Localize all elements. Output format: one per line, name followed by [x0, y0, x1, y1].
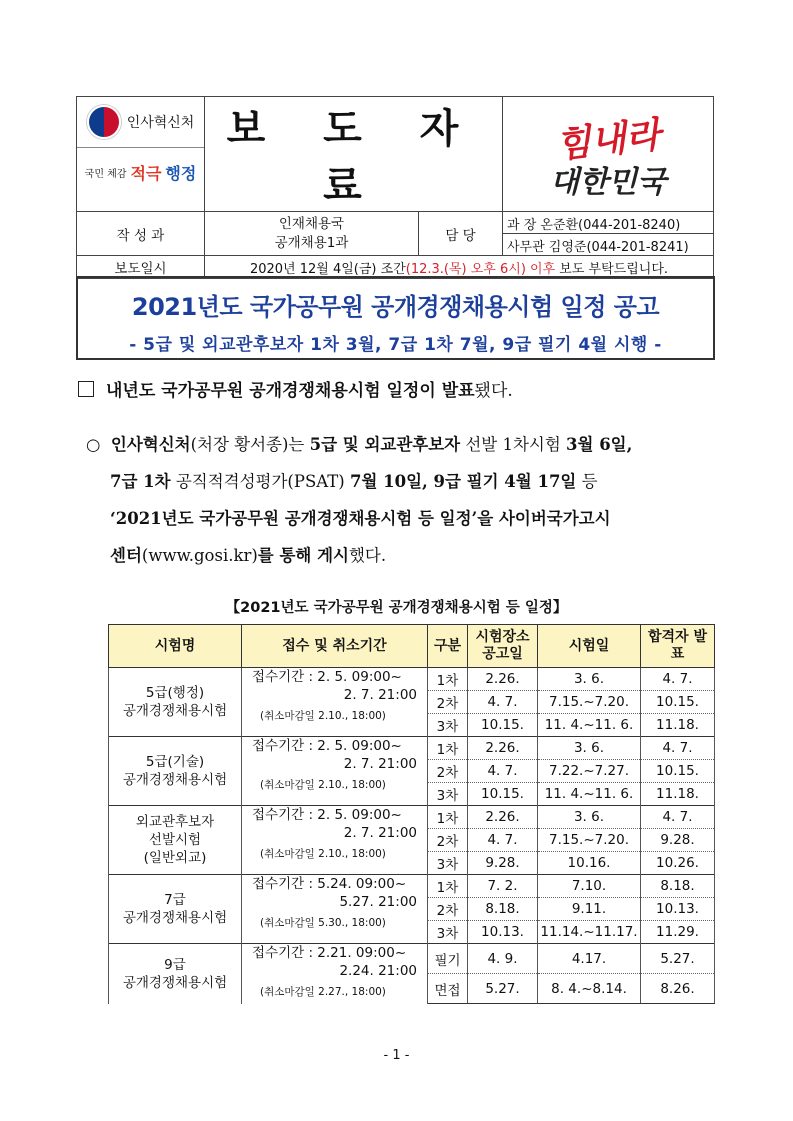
- stage-cell: 1차: [428, 806, 468, 829]
- brush-line-2: 대한민국: [550, 164, 666, 200]
- p2-seg-12: (www.gosi.kr): [141, 546, 258, 565]
- exam-date-cell: 7.15.~7.20.: [538, 829, 641, 852]
- cancel-deadline: (취소마감일 2.10., 18:00): [260, 710, 386, 722]
- venue-notice-cell: 2.26.: [468, 737, 538, 760]
- exam-date-cell: 10.16.: [538, 852, 641, 875]
- exam-date-cell: 8. 4.~8.14.: [538, 974, 641, 1004]
- table-row: [109, 875, 715, 898]
- stage-cell: 2차: [428, 760, 468, 783]
- venue-notice-cell: 4. 7.: [468, 829, 538, 852]
- registration-end: 2. 7. 21:00: [343, 825, 417, 841]
- headline-title: 2021년도 국가공무원 공개경쟁채용시험 일정 공고: [131, 293, 660, 321]
- p2-seg-13: 를 통해 게시: [257, 546, 349, 565]
- page-number: - 1 -: [383, 1048, 410, 1063]
- date-pre: 2020년 12월 4일(금) 조간: [249, 261, 406, 277]
- stage-cell: 3차: [428, 783, 468, 806]
- exam-date-cell: 4.17.: [538, 944, 641, 974]
- contact-1: 과 장 온준환(044-201-8240): [503, 212, 713, 234]
- result-date-cell: 4. 7.: [641, 737, 715, 760]
- stage-cell: 2차: [428, 691, 468, 714]
- registration-cell: [242, 875, 428, 944]
- stage-cell: 2차: [428, 898, 468, 921]
- exam-name-line: 공개경쟁채용시험: [122, 772, 228, 788]
- ministry-name: 인사혁신처: [126, 115, 195, 131]
- table-row: [109, 944, 715, 974]
- stage-cell: 3차: [428, 852, 468, 875]
- venue-notice-cell: 4. 7.: [468, 760, 538, 783]
- venue-notice-cell: 10.15.: [468, 783, 538, 806]
- exam-name-cell: [109, 875, 242, 944]
- press-release-title: 보 도 자 료: [205, 97, 503, 212]
- schedule-table: [108, 624, 715, 1004]
- p2-seg-11: 센터: [110, 546, 142, 565]
- stage-cell: 1차: [428, 737, 468, 760]
- venue-notice-cell: 4. 9.: [468, 944, 538, 974]
- result-date-cell: 10.15.: [641, 691, 715, 714]
- p1-end: 됐다.: [474, 381, 513, 401]
- author-value-2: 공개채용1과: [274, 234, 349, 251]
- author-value: [205, 212, 419, 256]
- registration-cell: [242, 737, 428, 806]
- paragraph-1: [78, 376, 513, 401]
- result-date-cell: 4. 7.: [641, 668, 715, 691]
- p2-seg-1: 인사혁신처: [110, 435, 191, 454]
- result-date-cell: 10.26.: [641, 852, 715, 875]
- exam-name-line: 선발시험: [148, 832, 202, 848]
- paragraph-2: [86, 426, 718, 574]
- exam-name-line: 공개경쟁채용시험: [122, 703, 228, 719]
- p2-seg-5: 3월 6일,: [566, 435, 633, 454]
- venue-notice-cell: 7. 2.: [468, 875, 538, 898]
- result-date-cell: 11.18.: [641, 783, 715, 806]
- author-value-1: 인재채용국: [278, 215, 345, 232]
- table-row: [109, 737, 715, 760]
- result-date-cell: 9.28.: [641, 829, 715, 852]
- exam-name-line: 외교관후보자: [135, 814, 215, 830]
- stage-cell: 1차: [428, 875, 468, 898]
- p2-seg-14: 했다.: [348, 546, 387, 565]
- exam-name-cell: [109, 944, 242, 1004]
- brush-slogan: [503, 97, 714, 212]
- registration-end: 2. 7. 21:00: [343, 687, 417, 703]
- exam-date-cell: 3. 6.: [538, 806, 641, 829]
- cancel-deadline: (취소마감일 2.27., 18:00): [260, 986, 386, 998]
- result-date-cell: 4. 7.: [641, 806, 715, 829]
- venue-notice-cell: 9.28.: [468, 852, 538, 875]
- press-header-table: [76, 96, 714, 279]
- taeguk-emblem-icon: [87, 105, 121, 139]
- p1-bold: 내년도 국가공무원 공개경쟁채용시험 일정이 발표: [106, 381, 475, 401]
- header-exam-date: 시험일: [538, 625, 641, 668]
- result-date-cell: 10.13.: [641, 898, 715, 921]
- result-date-cell: 8.18.: [641, 875, 715, 898]
- date-label: 보도일시: [77, 256, 205, 279]
- p2-seg-9: 등: [576, 472, 598, 491]
- p2-seg-2: (처장 황서종)는: [190, 435, 310, 454]
- date-red: (12.3.(목) 오후 6시) 이후: [405, 261, 556, 277]
- exam-name-cell: [109, 806, 242, 875]
- venue-notice-cell: 5.27.: [468, 974, 538, 1004]
- exam-name-line: 5급(기술): [145, 754, 205, 770]
- cancel-deadline: (취소마감일 2.10., 18:00): [260, 779, 386, 791]
- exam-name-line: 7급: [164, 892, 186, 908]
- registration-cell: [242, 806, 428, 875]
- bullet-circle-icon: ○: [86, 435, 101, 454]
- registration-start: 접수기간 : 2. 5. 09:00~: [252, 738, 402, 754]
- result-date-cell: 8.26.: [641, 974, 715, 1004]
- checkbox-square-icon: [78, 381, 94, 397]
- exam-name-line: 공개경쟁채용시험: [122, 974, 228, 991]
- stage-cell: 면접: [428, 974, 468, 1004]
- exam-date-cell: 7.15.~7.20.: [538, 691, 641, 714]
- registration-start: 접수기간 : 2.21. 09:00~: [252, 945, 407, 961]
- p2-seg-6: 7급 1차: [110, 472, 171, 491]
- registration-start: 접수기간 : 2. 5. 09:00~: [252, 669, 402, 685]
- exam-name-line: 9급: [164, 956, 186, 973]
- venue-notice-cell: 2.26.: [468, 806, 538, 829]
- logo-cell: [77, 97, 205, 212]
- result-date-cell: 5.27.: [641, 944, 715, 974]
- headline-box: [76, 276, 715, 360]
- brush-line-1: 힘내라: [554, 113, 663, 166]
- exam-date-cell: 11. 4.~11. 6.: [538, 714, 641, 737]
- venue-notice-cell: 10.13.: [468, 921, 538, 944]
- registration-cell: [242, 668, 428, 737]
- venue-notice-cell: 8.18.: [468, 898, 538, 921]
- stage-cell: 3차: [428, 714, 468, 737]
- headline-subtitle: - 5급 및 외교관후보자 1차 3월, 7급 1차 7월, 9급 필기 4월 시행 -: [129, 335, 662, 355]
- header-result-date: 합격자 발표: [641, 625, 715, 668]
- stage-cell: 1차: [428, 668, 468, 691]
- table-row: [109, 806, 715, 829]
- exam-date-cell: 3. 6.: [538, 737, 641, 760]
- contact-label: 담 당: [419, 212, 503, 256]
- result-date-cell: 10.15.: [641, 760, 715, 783]
- ministry-logo: [77, 97, 204, 148]
- venue-notice-cell: 10.15.: [468, 714, 538, 737]
- p2-seg-3: 5급 및 외교관후보자: [309, 435, 461, 454]
- registration-start: 접수기간 : 2. 5. 09:00~: [252, 807, 402, 823]
- header-registration: 접수 및 취소기간: [242, 625, 428, 668]
- exam-name-cell: [109, 737, 242, 806]
- exam-date-cell: 3. 6.: [538, 668, 641, 691]
- p2-seg-7: 공직적격성평가(PSAT): [170, 472, 350, 491]
- cancel-deadline: (취소마감일 2.10., 18:00): [260, 848, 386, 860]
- table-caption: 【2021년도 국가공무원 공개경쟁채용시험 등 일정】: [225, 600, 568, 616]
- slogan-big-1: 적극: [130, 163, 162, 183]
- slogan-small: 국민 체감: [84, 168, 127, 180]
- contact-value: [503, 212, 714, 256]
- stage-cell: 필기: [428, 944, 468, 974]
- header-stage: 구분: [428, 625, 468, 668]
- header-exam-name: 시험명: [109, 625, 242, 668]
- exam-date-cell: 7.22.~7.27.: [538, 760, 641, 783]
- cancel-deadline: (취소마감일 5.30., 18:00): [260, 917, 386, 929]
- p2-seg-4: 선발 1차시험: [460, 435, 567, 454]
- slogan-logo: [77, 148, 204, 196]
- venue-notice-cell: 4. 7.: [468, 691, 538, 714]
- slogan-big-2: 행정: [165, 163, 197, 183]
- venue-notice-cell: 2.26.: [468, 668, 538, 691]
- table-row: [109, 668, 715, 691]
- registration-cell: [242, 944, 428, 1004]
- p2-seg-10: ‘2021년도 국가공무원 공개경쟁채용시험 등 일정’을 사이버국가고시: [110, 509, 611, 528]
- stage-cell: 2차: [428, 829, 468, 852]
- stage-cell: 3차: [428, 921, 468, 944]
- exam-name-cell: [109, 668, 242, 737]
- exam-name-line: 5급(행정): [145, 685, 205, 701]
- result-date-cell: 11.29.: [641, 921, 715, 944]
- exam-date-cell: 7.10.: [538, 875, 641, 898]
- exam-date-cell: 11. 4.~11. 6.: [538, 783, 641, 806]
- p2-seg-8: 7월 10일, 9급 필기 4월 17일: [349, 472, 577, 491]
- contact-2: 사무관 김영준(044-201-8241): [507, 240, 689, 255]
- header-venue-notice: 시험장소 공고일: [468, 625, 538, 668]
- registration-end: 2. 7. 21:00: [343, 756, 417, 772]
- date-post: 보도 부탁드립니다.: [555, 261, 669, 277]
- author-label: 작 성 과: [77, 212, 205, 256]
- exam-name-line: (일반외교): [143, 850, 207, 866]
- exam-date-cell: 11.14.~11.17.: [538, 921, 641, 944]
- exam-name-line: 공개경쟁채용시험: [122, 910, 228, 926]
- registration-end: 2.24. 21:00: [339, 963, 417, 979]
- exam-date-cell: 9.11.: [538, 898, 641, 921]
- registration-end: 5.27. 21:00: [339, 894, 417, 910]
- result-date-cell: 11.18.: [641, 714, 715, 737]
- registration-start: 접수기간 : 5.24. 09:00~: [252, 876, 407, 892]
